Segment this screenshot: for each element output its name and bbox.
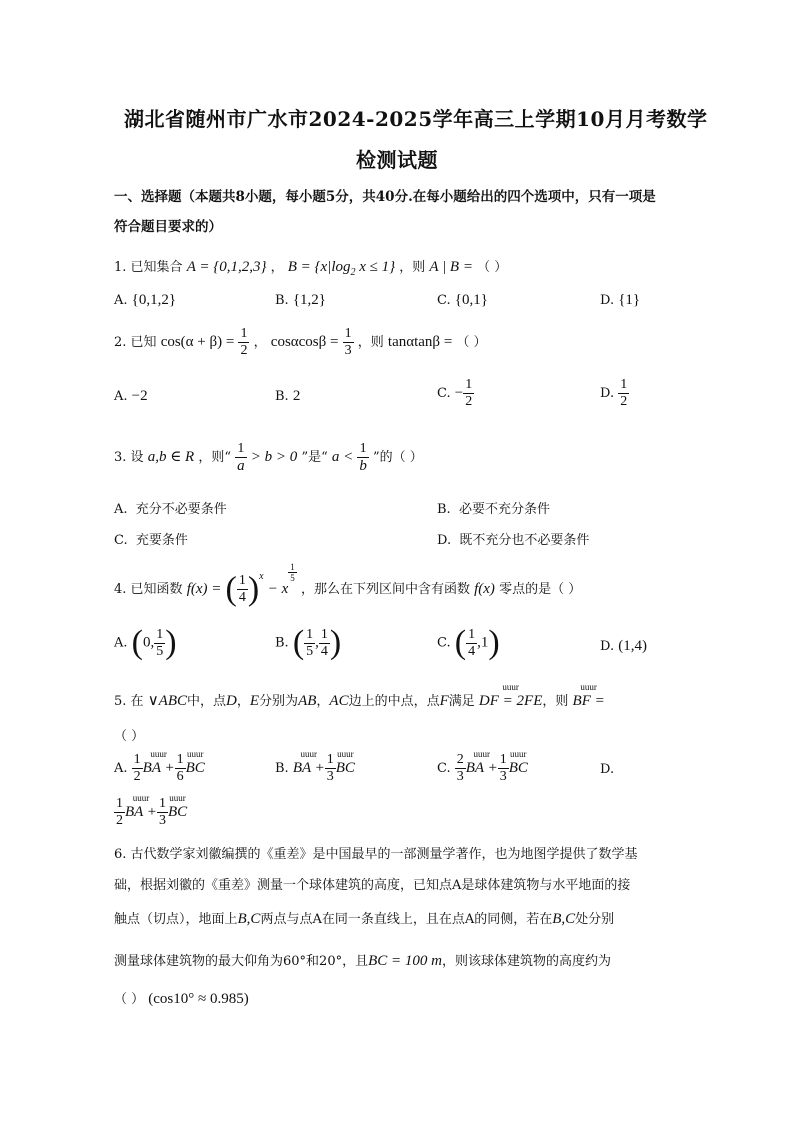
q5-option-a[interactable]: A. $\frac{1}{2}$ uuur BA + $\frac{1}{6}$ uuur BC <box>114 749 205 784</box>
q4-stem: 4. 已知函数 <box>114 582 183 597</box>
q2-coscos: cosαcosβ = <box>270 334 339 350</box>
q2-stem: 2. 已知 <box>114 335 157 350</box>
q2-tantan: tanαtanβ = <box>387 334 453 350</box>
q1-stem: 1. 已知集合 <box>114 260 183 275</box>
q4-option-d[interactable]: D. (1,4) <box>600 638 647 654</box>
q3-cond2-fraction: $\frac{1}{b}$ <box>359 441 367 474</box>
q1-option-c[interactable]: C. {0,1} <box>437 292 488 308</box>
q1-set-a: A = {0,1,2,3} <box>186 259 267 275</box>
q3-tail-1: ，则“ <box>198 450 232 465</box>
q3-cond1-tail: > b > 0 <box>250 449 298 465</box>
q3-option-a[interactable]: A. 充分不必要条件 <box>114 502 227 517</box>
question-6-line-4: 测量球体建筑物的最大仰角为60°和20°，且BC = 100 m，则该球体建筑物的高度约为 <box>114 953 611 969</box>
q3-answer-paren: ”的（ ） <box>373 450 423 465</box>
question-6-line-3: 触点（切点），地面上B,C两点与点A在同一条直线上，且在点A的同侧，若在B,C处分别 <box>114 911 615 927</box>
q4-fx-2: f(x) <box>474 581 495 597</box>
q3-option-d[interactable]: D. 既不充分也不必要条件 <box>437 533 590 548</box>
q4-exponent-fraction: $\frac{1}{5}$ <box>290 562 295 583</box>
question-2 <box>114 326 487 359</box>
q5-option-d[interactable]: $\frac{1}{2}$ uuur BA + $\frac{1}{3}$ uuur BC <box>116 793 188 828</box>
question-4: 4. 已知函数 f(x) = ( $\frac{1}{4}$ )$^x$ − x $\frac{1}{5}$ ，那么在下列区间中含有函数 f(x) 零点的是（ ） <box>114 562 582 608</box>
q4-tail-1: ，那么在下列区间中含有函数 <box>300 582 470 597</box>
q1-comma: ， <box>270 260 284 275</box>
q5-option-d-label[interactable]: D. <box>600 762 615 777</box>
q2-option-a[interactable]: A. −2 <box>114 388 148 404</box>
q3-option-b[interactable]: B. 必要不充分条件 <box>437 502 550 517</box>
q4-option-b[interactable]: B. ( $\frac{1}{5}$ , $\frac{1}{4}$ ) <box>275 624 342 661</box>
q3-stem: 3. 设 <box>114 450 144 465</box>
page-title-line1: 湖北省随州市广水市2024-2025学年高三上学期10月月考数学 <box>124 107 708 131</box>
q5-vector-bf: uuur BF = <box>572 682 605 709</box>
q4-minus-x: − x <box>267 581 289 597</box>
q1-option-b[interactable]: B. {1,2} <box>275 292 326 308</box>
q4-exponent: x <box>259 571 264 582</box>
question-6-line-5: （ ） (cos10° ≈ 0.985) <box>114 991 249 1007</box>
question-5: 5. 在 ∨ABC中，点D，E分别为AB，AC边上的中点，点F满足 uuur DF = 2FE，则 uuur BF = <box>114 682 605 709</box>
page-title-line2: 检测试题 <box>356 148 438 172</box>
q2-fraction-1: $\frac{1}{2}$ <box>240 326 248 358</box>
q2-cos-sum: cos(α + β) = <box>160 334 235 350</box>
q3-vars: a,b ∈ R <box>147 449 195 465</box>
q5-stem: 5. 在 <box>114 694 144 709</box>
section-header-line1: 一、选择题（本题共8小题，每小题5分，共40分.在每小题给出的四个选项中，只有一项是 <box>114 189 656 205</box>
q4-answer-paren: 零点的是（ ） <box>499 582 582 597</box>
q1-option-d[interactable]: D. {1} <box>600 292 641 308</box>
q2-fraction-2: $\frac{1}{3}$ <box>344 326 352 358</box>
q1-expression: A | B = <box>429 259 473 275</box>
q2-option-b[interactable]: B. 2 <box>275 388 301 404</box>
q4-option-a[interactable]: A. (0, $\frac{1}{5}$ ) <box>114 624 177 661</box>
q3-cond2-head: a < <box>331 449 354 465</box>
q1-answer-paren: （ ） <box>477 260 508 275</box>
q5-answer-paren: （ ） <box>114 729 145 744</box>
q5-option-b[interactable]: B. uuur BA + $\frac{1}{3}$ uuur BC <box>275 749 355 784</box>
q3-mid: ”是“ <box>301 450 328 465</box>
q1-tail-1: ，则 <box>399 260 426 275</box>
q5-option-c[interactable]: C. $\frac{2}{3}$ uuur BA + $\frac{1}{3}$ uuur BC <box>437 749 528 784</box>
q3-cond1-fraction: $\frac{1}{a}$ <box>237 441 245 474</box>
q2-tail-1: ，则 <box>357 335 384 350</box>
q2-option-c[interactable]: C. − $\frac{1}{2}$ <box>437 377 473 409</box>
q3-option-c[interactable]: C. 充要条件 <box>114 533 188 548</box>
question-3 <box>114 441 423 474</box>
question-6-line-1: 6. 古代数学家刘徽编撰的《重差》是中国最早的一部测量学著作，也为地图学提供了数学基 <box>114 847 638 862</box>
section-header-line2: 符合题目要求的） <box>114 219 222 235</box>
q5-triangle: ∨ABC <box>147 693 187 709</box>
q2-option-d[interactable]: D. $\frac{1}{2}$ <box>600 377 628 409</box>
q2-answer-paren: （ ） <box>456 335 487 350</box>
q4-base-fraction: $\frac{1}{4}$ <box>238 573 246 605</box>
q4-fx: f(x) = <box>186 581 222 597</box>
q2-sep: ， <box>253 335 267 350</box>
question-1 <box>114 256 507 278</box>
q5-vector-condition: uuur DF = 2FE <box>478 682 543 709</box>
q1-set-b: $B = \{x|\log_2$ x ≤ 1} <box>287 259 396 278</box>
question-6-line-2: 础，根据刘徽的《重差》测量一个球体建筑的高度，已知点A是球体建筑物与水平地面的接 <box>114 878 631 893</box>
q4-option-c[interactable]: C. ( $\frac{1}{4}$ ,1) <box>437 624 500 661</box>
q1-option-a[interactable]: A. {0,1,2} <box>114 292 177 308</box>
